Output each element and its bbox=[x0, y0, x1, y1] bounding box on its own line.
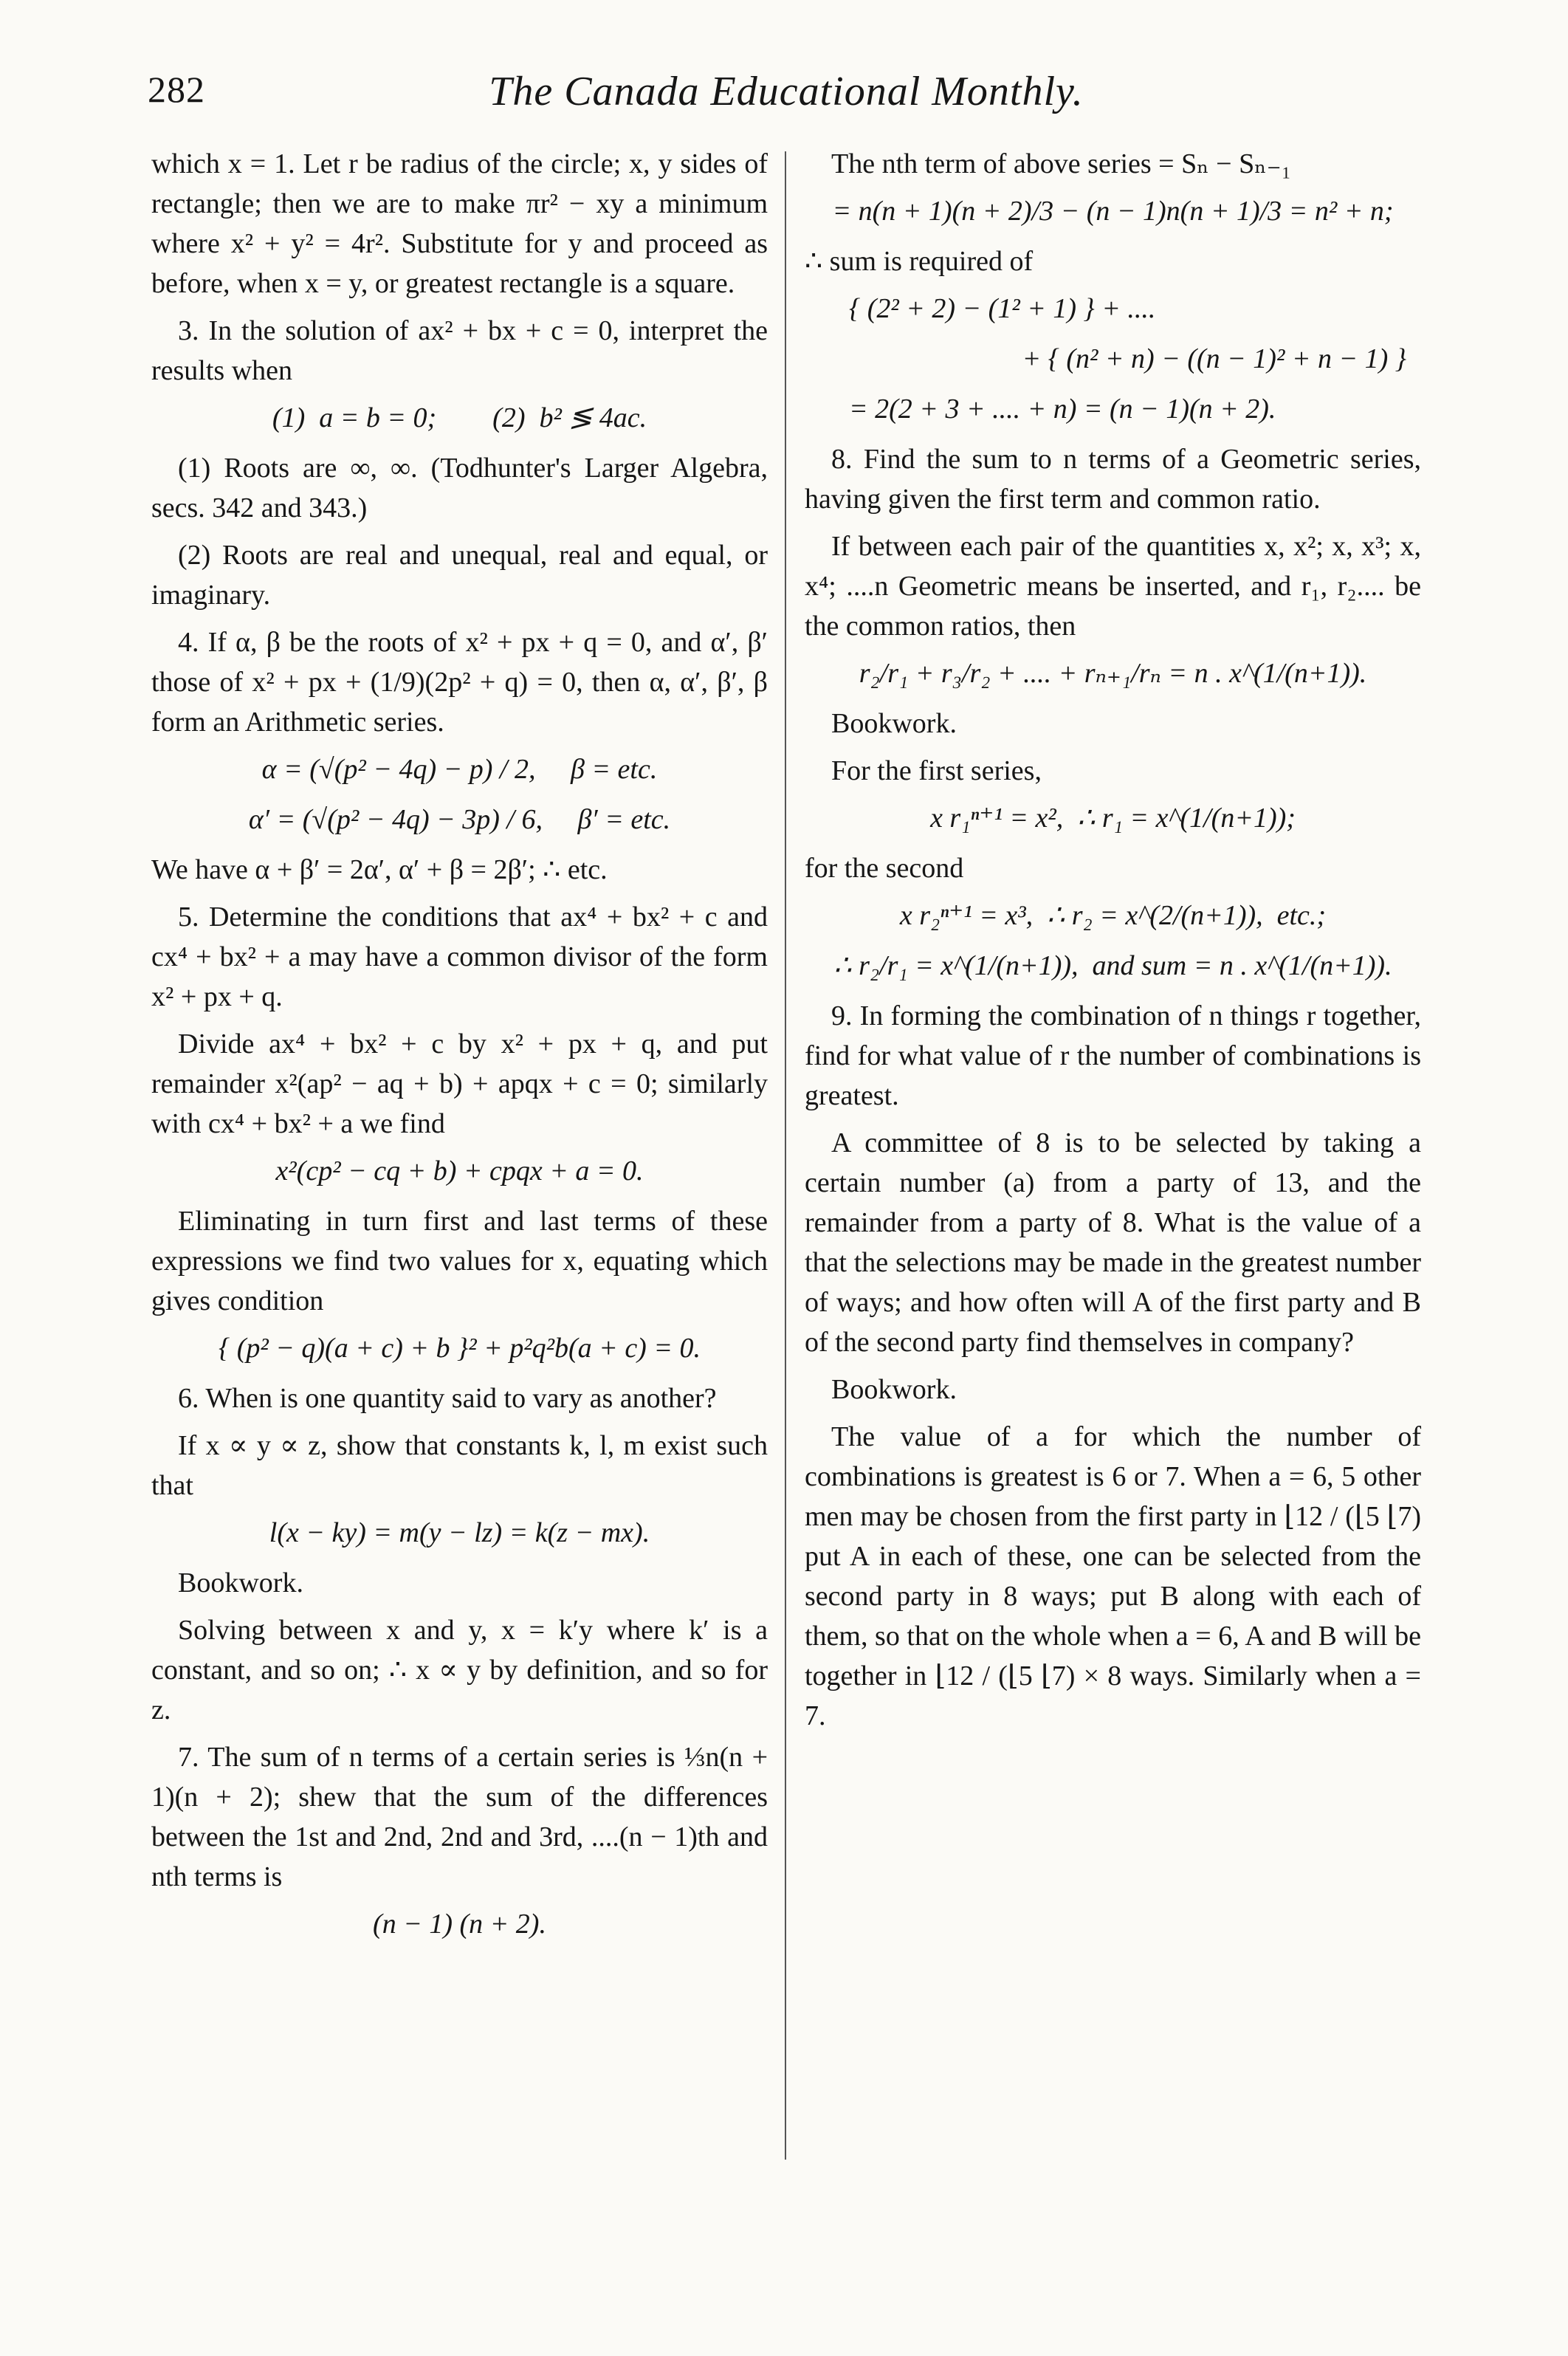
paragraph: ∴ sum is required of bbox=[805, 246, 1034, 277]
equation: { (p² − q)(a + c) + b }² + p²q²b(a + c) = 0. bbox=[219, 1333, 701, 1364]
equation: = 2(2 + 3 + .... + n) = (n − 1)(n + 2). bbox=[849, 394, 1276, 425]
equation: + { (n² + n) − ((n − 1)² + n − 1) } bbox=[1022, 343, 1406, 374]
paragraph: Bookwork. bbox=[831, 1374, 957, 1405]
equation: x r₂ⁿ⁺¹ = x³, ∴ r₂ = x^(2/(n+1)), etc.; bbox=[899, 900, 1327, 931]
paragraph: (1) Roots are ∞, ∞. (Todhunter's Larger Algebra, secs. 342 and 343.) bbox=[151, 453, 768, 523]
equation: l(x − ky) = m(y − lz) = k(z − mx). bbox=[269, 1517, 650, 1548]
column-divider bbox=[785, 151, 786, 2160]
paragraph: Bookwork. bbox=[831, 708, 957, 739]
page-number: 282 bbox=[148, 69, 205, 110]
paragraph: for the second bbox=[805, 853, 964, 884]
equation: x r₁ⁿ⁺¹ = x², ∴ r₁ = x^(1/(n+1)); bbox=[930, 803, 1296, 834]
paragraph: Bookwork. bbox=[178, 1567, 303, 1598]
equation: ∴ r₂/r₁ = x^(1/(n+1)), and sum = n . x^(1/(n+1)). bbox=[833, 950, 1392, 981]
page-header bbox=[148, 68, 1425, 134]
paragraph: (2) Roots are real and unequal, real and equal, or imaginary. bbox=[151, 540, 768, 611]
right-column bbox=[805, 144, 1421, 1743]
paragraph: 8. Find the sum to n terms of a Geometric series, having given the first term and common ratio. bbox=[805, 444, 1421, 515]
paragraph: Eliminating in turn first and last terms of these expressions we find two values for x, equating which gives condition bbox=[151, 1206, 768, 1316]
equation: α = (√(p² − 4q) − p) / 2, β = etc. bbox=[261, 754, 658, 785]
equation: = n(n + 1)(n + 2)/3 − (n − 1)n(n + 1)/3 = n² + n; bbox=[832, 196, 1394, 227]
equation: α′ = (√(p² − 4q) − 3p) / 6, β′ = etc. bbox=[248, 804, 671, 835]
paragraph: For the first series, bbox=[831, 755, 1042, 786]
paragraph: If x ∝ y ∝ z, show that constants k, l, m exist such that bbox=[151, 1430, 768, 1501]
paragraph: Solving between x and y, x = k′y where k′ is a constant, and so on; ∴ x ∝ y by definition, and so for z. bbox=[151, 1615, 768, 1725]
paragraph: 3. In the solution of ax² + bx + c = 0, interpret the results when bbox=[151, 315, 768, 386]
paragraph: We have α + β′ = 2α′, α′ + β = 2β′; ∴ etc. bbox=[151, 854, 608, 885]
equation: (1) a = b = 0; (2) b² ≶ 4ac. bbox=[272, 402, 647, 433]
equation: x²(cp² − cq + b) + cpqx + a = 0. bbox=[275, 1155, 644, 1186]
paragraph: A committee of 8 is to be selected by taking a certain number (a) from a party of 13, and the remainder from a party of 8. What is the value of a that the selections may be made in the greatest number of ways; and how often will A of the first party and B of the second party find themselves in company? bbox=[805, 1127, 1421, 1358]
paragraph: The nth term of above series = Sₙ − Sₙ₋₁ bbox=[831, 148, 1291, 179]
equation: r₂/r₁ + r₃/r₂ + .... + rₙ₊₁/rₙ = n . x^(1/(n+1)). bbox=[859, 658, 1367, 689]
paragraph: If between each pair of the quantities x, x²; x, x³; x, x⁴; ....n Geometric means be inserted, and r₁, r₂.... be the common ratios, then bbox=[805, 531, 1421, 642]
equation: (n − 1) (n + 2). bbox=[373, 1909, 546, 1940]
paragraph: The value of a for which the number of combinations is greatest is 6 or 7. When a = 6, 5 other men may be chosen from the first party in ⌊12 / (⌊5 ⌊7) put A in each of these, one can be selected from the second party in 8 ways; put B along with each of them, so that on the whole when a = 6, A and B will be together in ⌊12 / (⌊5 ⌊7) × 8 ways. Similarly when a = 7. bbox=[805, 1421, 1421, 1731]
paragraph: 4. If α, β be the roots of x² + px + q = 0, and α′, β′ those of x² + px + (1/9)(2p² + q) = 0, then α, α′, β′, β form an Arithmetic series. bbox=[151, 627, 768, 738]
journal-title: The Canada Educational Monthly. bbox=[489, 69, 1084, 114]
paragraph: which x = 1. Let r be radius of the circle; x, y sides of rectangle; then we are to make πr² − xy a minimum where x² + y² = 4r². Substitute for y and proceed as before, when x = y, or greatest rectangle is a square. bbox=[151, 148, 768, 299]
paragraph: 7. The sum of n terms of a certain series is ⅓n(n + 1)(n + 2); shew that the sum of the differences between the 1st and 2nd, 2nd and 3rd, ....(n − 1)th and nth terms is bbox=[151, 1742, 768, 1892]
equation: { (2² + 2) − (1² + 1) } + .... bbox=[849, 293, 1156, 324]
paragraph: 6. When is one quantity said to vary as another? bbox=[178, 1383, 717, 1414]
paragraph: 9. In forming the combination of n things r together, find for what value of r the number of combinations is greatest. bbox=[805, 1000, 1421, 1111]
left-column bbox=[151, 144, 768, 1954]
paragraph: Divide ax⁴ + bx² + c by x² + px + q, and put remainder x²(ap² − aq + b) + apqx + c = 0; similarly with cx⁴ + bx² + a we find bbox=[151, 1028, 768, 1139]
paragraph: 5. Determine the conditions that ax⁴ + bx² + c and cx⁴ + bx² + a may have a common divisor of the form x² + px + q. bbox=[151, 901, 768, 1012]
